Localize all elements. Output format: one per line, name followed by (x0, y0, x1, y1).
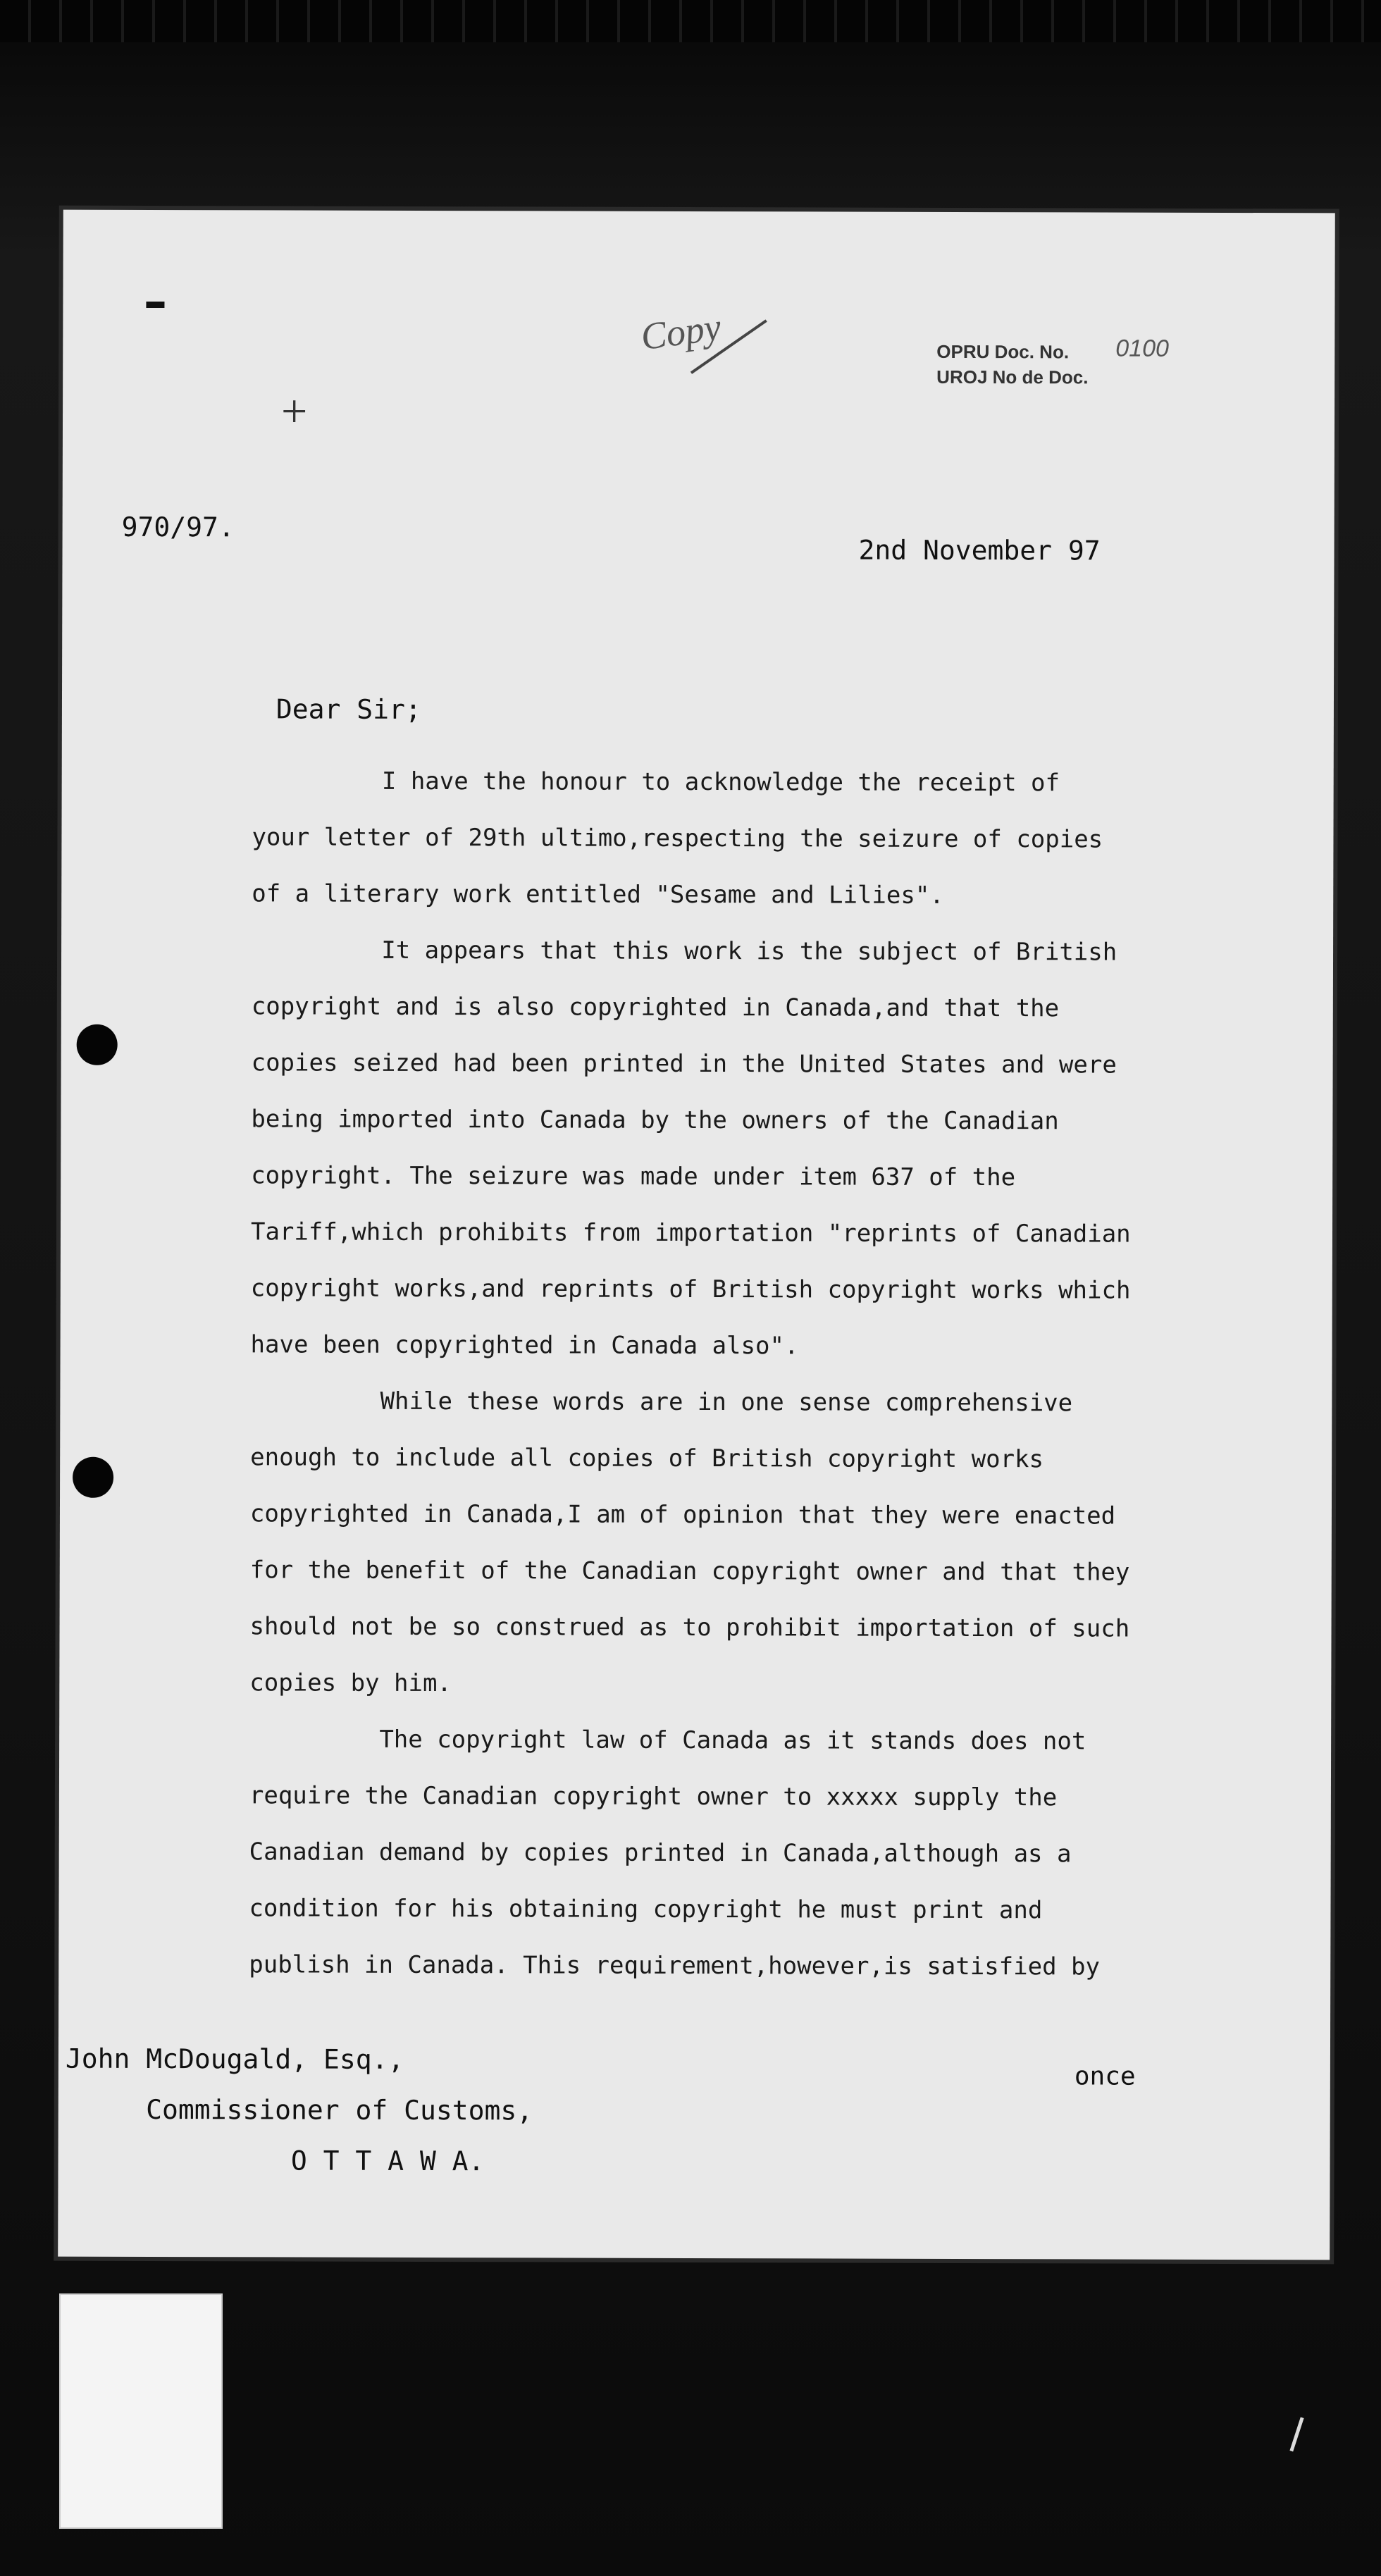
body-line: I have the honour to acknowledge the receipt of (252, 767, 1060, 798)
recipient-address (65, 2033, 533, 2187)
salutation: Dear Sir; (275, 693, 421, 725)
punch-hole (73, 1457, 113, 1498)
body-line: copyright. The seizure was made under item 637 of the (251, 1161, 1016, 1192)
body-line: It appears that this work is the subject of British (252, 936, 1117, 967)
address-line: Commissioner of Customs, (65, 2093, 533, 2126)
stamp-line-2: UROJ No de Doc. (936, 366, 1089, 388)
handwritten-copy-note: Copy (638, 305, 724, 359)
body-line: your letter of 29th ultimo,respecting the seizure of copies (252, 823, 1103, 854)
letter-body (249, 753, 1309, 1995)
body-line: copies by him. (249, 1668, 452, 1698)
film-edge (0, 0, 1381, 42)
handwritten-cross-mark: + (280, 385, 308, 438)
body-line: have been copyrighted in Canada also". (250, 1330, 799, 1361)
body-line: publish in Canada. This requirement,however,is satisfied by (249, 1950, 1101, 1981)
body-line: require the Canadian copyright owner to xxxxx supply the (249, 1781, 1058, 1812)
stamp-line-1: OPRU Doc. No. (936, 340, 1070, 363)
body-line: While these words are in one sense comprehensive (250, 1387, 1073, 1418)
body-line: copies seized had been printed in the United States and were (251, 1048, 1117, 1079)
body-line: The copyright law of Canada as it stands does not (249, 1725, 1086, 1756)
blank-target-card (59, 2293, 223, 2529)
body-line: Tariff,which prohibits from importation "reprints of Canadian (250, 1218, 1131, 1249)
body-line: copyright and is also copyrighted in Canada,and that the (251, 992, 1060, 1023)
margin-dash-mark (146, 302, 164, 308)
letter-date: 2nd November 97 (858, 534, 1101, 566)
punch-hole (77, 1024, 118, 1065)
body-line: being imported into Canada by the owners of the Canadian (251, 1105, 1059, 1136)
document-stamp (936, 339, 1088, 390)
stamp-number: 0100 (1115, 335, 1169, 362)
address-line: O T T A W A. (65, 2144, 485, 2177)
body-line: condition for his obtaining copyright he must print and (249, 1894, 1043, 1925)
body-line: for the benefit of the Canadian copyright owner and that they (249, 1556, 1130, 1587)
file-reference: 970/97. (121, 511, 235, 543)
address-line: John McDougald, Esq., (65, 2043, 404, 2075)
letter-page (58, 210, 1335, 2260)
body-line: of a literary work entitled "Sesame and Lilies". (252, 879, 944, 910)
body-line: Canadian demand by copies printed in Canada,although as a (249, 1838, 1072, 1869)
body-line: copyrighted in Canada,I am of opinion that they were enacted (249, 1499, 1116, 1530)
body-line: enough to include all copies of British copyright works (250, 1443, 1044, 1474)
body-line: copyright works,and reprints of British copyright works which (250, 1274, 1131, 1305)
page-catchword: once (1074, 2062, 1136, 2091)
body-line: should not be so construed as to prohibit importation of such (249, 1612, 1130, 1643)
